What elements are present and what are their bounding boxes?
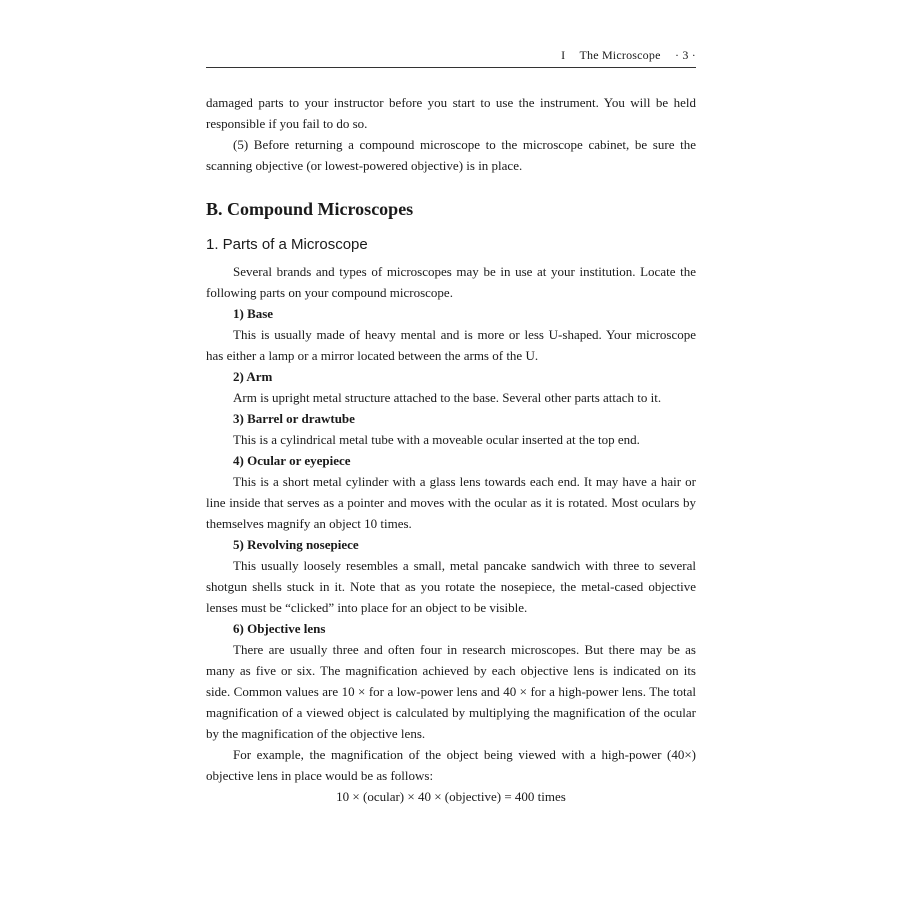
- item-title-ocular: 4) Ocular or eyepiece: [233, 453, 351, 468]
- item-title-arm: 2) Arm: [233, 369, 273, 384]
- item-text-barrel: This is a cylindrical metal tube with a moveable ocular inserted at the top end.: [233, 432, 640, 447]
- example-paragraph: For example, the magnification of the object being viewed with a high-power (40×) objective lens in place would be as follows:: [206, 747, 696, 783]
- section-heading: B. Compound Microscopes: [206, 199, 414, 219]
- item-text-ocular: This is a short metal cylinder with a glass lens towards each end. It may have a hair or line inside that serves as a pointer and moves with the ocular as it is rotated. Most oculars by themselves magnify an object 10 times.: [206, 474, 696, 531]
- continued-paragraph: damaged parts to your instructor before you start to use the instrument. You will be held responsible if you fail to do so.: [206, 95, 696, 131]
- item-title-nosepiece: 5) Revolving nosepiece: [233, 537, 359, 552]
- subsection-heading: 1. Parts of a Microscope: [206, 236, 368, 253]
- item-text-nosepiece: This usually loosely resembles a small, metal pancake sandwich with three to several shotgun shells stuck in it. Note that as you rotate the nosepiece, the metal-cased objective lenses must be “clicked” into place for an object to be visible.: [206, 558, 696, 615]
- item-text-objective-lens: There are usually three and often four in research microscopes. But there may be as many as five or six. The magnification achieved by each objective lens is indicated on its side. Common values are 10 × for a low-power lens and 40 × for a high-power lens. The total magnification of a viewed object is calculated by multiplying the magnification of the ocular by the magnification of the objective lens.: [206, 642, 696, 741]
- paragraph-point-5: (5) Before returning a compound microscope to the microscope cabinet, be sure the scanning objective (or lowest-powered objective) is in place.: [206, 137, 696, 173]
- item-title-barrel: 3) Barrel or drawtube: [233, 411, 355, 426]
- page-body: [206, 92, 696, 807]
- page-number: · 3 ·: [675, 48, 696, 62]
- item-text-base: This is usually made of heavy mental and is more or less U-shaped. Your microscope has either a lamp or a mirror located between the arms of the U.: [206, 327, 696, 363]
- magnification-formula: 10 × (ocular) × 40 × (objective) = 400 times: [336, 789, 566, 804]
- item-title-base: 1) Base: [233, 306, 274, 321]
- chapter-title: The Microscope: [579, 48, 661, 62]
- chapter-number: I: [561, 48, 566, 62]
- running-head: [206, 48, 696, 68]
- lead-paragraph: Several brands and types of microscopes may be in use at your institution. Locate the following parts on your compound microscope.: [206, 264, 696, 300]
- document-page: [206, 48, 696, 807]
- item-title-objective-lens: 6) Objective lens: [233, 621, 326, 636]
- item-text-arm: Arm is upright metal structure attached to the base. Several other parts attach to it.: [233, 390, 662, 405]
